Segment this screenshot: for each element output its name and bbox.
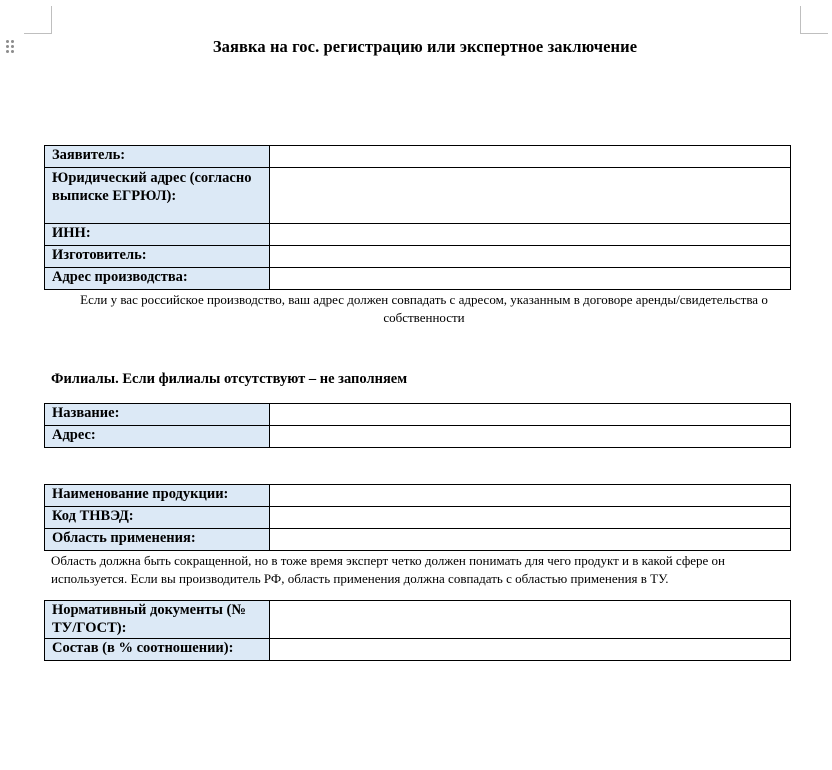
applicant-table <box>44 145 791 290</box>
table-row <box>45 246 791 268</box>
document-title: Заявка на гос. регистрацию или экспертное заключение <box>212 37 638 56</box>
page-corner-mark-top-left <box>24 6 52 34</box>
product-table <box>44 484 791 551</box>
product-name-value-cell[interactable] <box>270 485 791 507</box>
table-row <box>45 426 791 448</box>
legal-address-value-cell[interactable] <box>270 168 791 224</box>
table-row <box>45 601 791 639</box>
branches-table <box>44 403 791 448</box>
tnved-code-label: Код ТНВЭД: <box>45 507 270 529</box>
branch-name-label: Название: <box>45 404 270 426</box>
table-row <box>45 168 791 224</box>
inn-value-cell[interactable] <box>270 224 791 246</box>
production-address-value-cell[interactable] <box>270 268 791 290</box>
branch-name-value-cell[interactable] <box>270 404 791 426</box>
page-corner-mark-top-right <box>800 6 828 34</box>
table-row <box>45 485 791 507</box>
tnved-code-value-cell[interactable] <box>270 507 791 529</box>
applicant-label: Заявитель: <box>45 146 270 168</box>
table-row <box>45 268 791 290</box>
normative-documents-label: Нормативный документы (№ ТУ/ГОСТ): <box>45 601 270 639</box>
table-row <box>45 507 791 529</box>
table-row <box>45 639 791 661</box>
table-row <box>45 224 791 246</box>
branch-address-value-cell[interactable] <box>270 426 791 448</box>
composition-value-cell[interactable] <box>270 639 791 661</box>
table-row <box>45 146 791 168</box>
branches-heading: Филиалы. Если филиалы отсутствуют – не заполняем <box>51 371 408 387</box>
production-address-label: Адрес производства: <box>45 268 270 290</box>
table-row <box>45 404 791 426</box>
product-name-label: Наименование продукции: <box>45 485 270 507</box>
branch-address-label: Адрес: <box>45 426 270 448</box>
manufacturer-label: Изготовитель: <box>45 246 270 268</box>
application-area-label: Область применения: <box>45 529 270 551</box>
application-area-value-cell[interactable] <box>270 529 791 551</box>
application-area-note: Область должна быть сокращенной, но в тоже время эксперт четко должен понимать для чего продукт и в какой сфере он используется. Если вы производитель РФ, область применения должна совпадать с областью применения в ТУ. <box>51 553 726 586</box>
inn-label: ИНН: <box>45 224 270 246</box>
manufacturer-value-cell[interactable] <box>270 246 791 268</box>
normative-documents-value-cell[interactable] <box>270 601 791 639</box>
table-row <box>45 529 791 551</box>
composition-label: Состав (в % соотношении): <box>45 639 270 661</box>
applicant-value-cell[interactable] <box>270 146 791 168</box>
legal-address-label: Юридический адрес (согласно выписке ЕГРЮЛ): <box>45 168 270 224</box>
production-note: Если у вас российское производство, ваш адрес должен совпадать с адресом, указанным в договоре аренды/свидетельства о собственности <box>80 292 768 325</box>
normative-table <box>44 600 791 661</box>
